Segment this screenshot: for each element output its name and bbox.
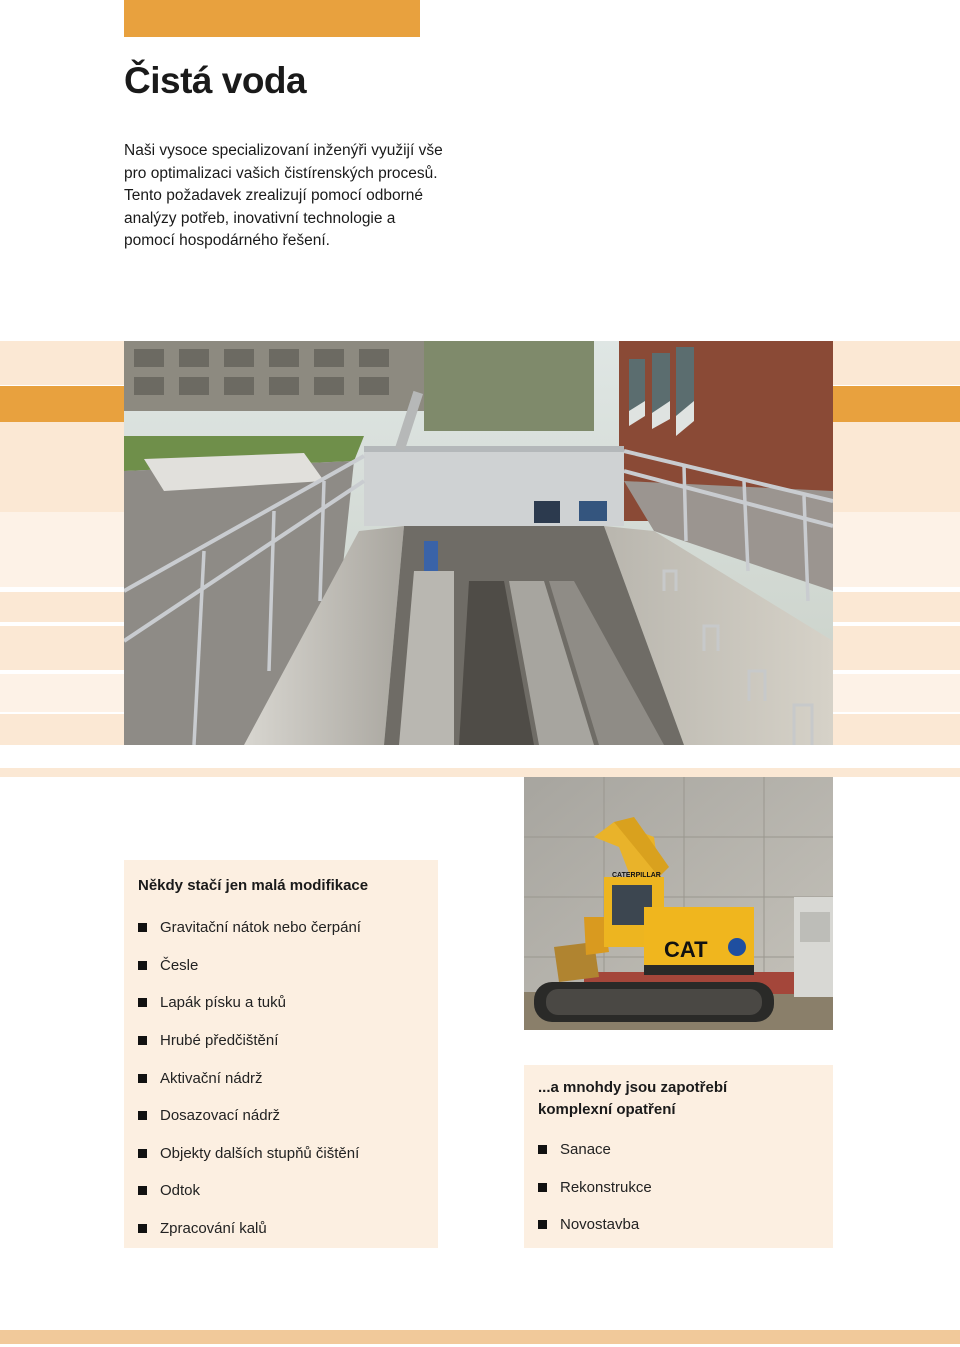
bullet-square-icon: [538, 1145, 547, 1154]
excavator-photo: [524, 777, 833, 1030]
list-item-label: Hrubé předčištění: [160, 1032, 279, 1050]
excavator-illustration: [524, 777, 833, 1030]
bullet-square-icon: [538, 1220, 547, 1229]
list-item-label: Zpracování kalů: [160, 1220, 267, 1238]
complex-measures-box: [524, 1065, 833, 1248]
complex-measures-title-line1: ...a mnohdy jsou zapotřebí: [538, 1079, 728, 1096]
bullet-square-icon: [138, 1224, 147, 1233]
list-item-label: Objekty dalších stupňů čištění: [160, 1144, 360, 1162]
list-item-label: Aktivační nádrž: [160, 1069, 263, 1087]
list-item: [538, 1169, 819, 1207]
bullet-square-icon: [138, 1036, 147, 1045]
complex-measures-title-line2: komplexní opatření: [538, 1101, 676, 1118]
list-item-label: Rekonstrukce: [560, 1178, 652, 1196]
page-title: Čistá voda: [124, 60, 307, 101]
wastewater-channel-illustration: [124, 341, 833, 745]
modification-box-title: Někdy stačí jen malá modifikace: [138, 877, 369, 894]
list-item: [138, 1022, 424, 1060]
bullet-square-icon: [138, 998, 147, 1007]
complex-measures-list: [538, 1131, 819, 1244]
list-item-label: Dosazovací nádrž: [160, 1107, 281, 1125]
list-item-label: Lapák písku a tuků: [160, 994, 286, 1012]
bullet-square-icon: [138, 1111, 147, 1120]
list-item: [138, 984, 424, 1022]
list-item-label: Česle: [160, 956, 199, 974]
list-item: [138, 1059, 424, 1097]
list-item: [138, 1172, 424, 1210]
svg-text:CAT: CAT: [664, 937, 708, 962]
modification-box: [124, 860, 438, 1248]
list-item: [138, 909, 424, 947]
bullet-square-icon: [138, 961, 147, 970]
list-item-label: Novostavba: [560, 1216, 640, 1234]
top-accent-bar: [124, 0, 420, 37]
list-item-label: Odtok: [160, 1182, 201, 1200]
list-item: [138, 1210, 424, 1248]
list-item: [138, 1097, 424, 1135]
list-item: [138, 1135, 424, 1173]
list-item-label: Sanace: [560, 1141, 611, 1159]
bullet-square-icon: [538, 1183, 547, 1192]
list-item: [538, 1206, 819, 1244]
stripe-light-8: [0, 768, 960, 777]
bullet-square-icon: [138, 1149, 147, 1158]
complex-measures-box-title: [538, 1077, 819, 1121]
svg-text:CATERPILLAR: CATERPILLAR: [612, 872, 661, 879]
list-item-label: Gravitační nátok nebo čerpání: [160, 919, 361, 937]
modification-list: [138, 909, 424, 1247]
bullet-square-icon: [138, 923, 147, 932]
bottom-accent-stripe: [0, 1330, 960, 1344]
intro-paragraph: Naši vysoce specializovaní inženýři využijí vše pro optimalizaci vašich čistírenských procesů. Tento požadavek zrealizují pomocí odborné analýzy potřeb, inovativní technologie a pomocí hospodárného řešení.: [124, 142, 443, 249]
bullet-square-icon: [138, 1074, 147, 1083]
bullet-square-icon: [138, 1186, 147, 1195]
list-item: [138, 947, 424, 985]
list-item: [538, 1131, 819, 1169]
wastewater-channel-photo: [124, 341, 833, 745]
